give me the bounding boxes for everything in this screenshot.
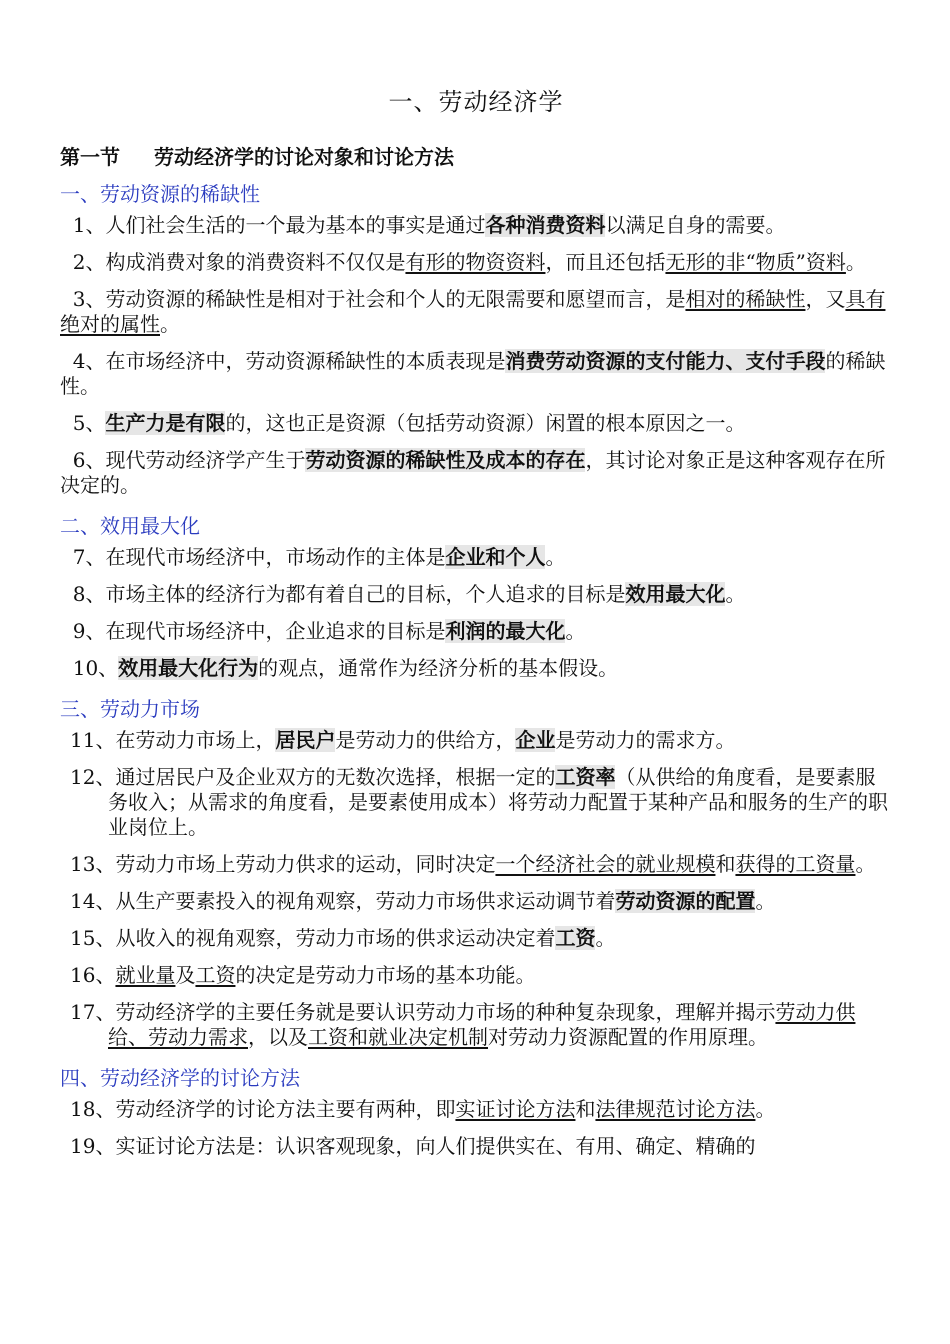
item-text: 16、 xyxy=(70,963,116,987)
item-text: 14、从生产要素投入的视角观察，劳动力市场供求运动调节着 xyxy=(70,889,616,913)
item-text: ，而且还包括 xyxy=(545,250,666,274)
document-title: 一、劳动经济学 xyxy=(388,88,564,116)
section-heading: 一、劳动资源的稀缺性 xyxy=(60,182,260,206)
bold-term: 企业 xyxy=(515,728,556,752)
item-text: 是劳动力的供给方， xyxy=(335,728,516,752)
item-text: 及 xyxy=(175,963,196,987)
item-text: 5、 xyxy=(60,411,106,435)
list-item xyxy=(60,963,892,988)
bold-term: 效用最大化行为 xyxy=(118,656,259,680)
item-text: 7、在现代市场经济中，市场动作的主体是 xyxy=(60,545,446,569)
item-text: ，以及 xyxy=(248,1025,308,1049)
underlined-term: 法律规范讨论方法 xyxy=(595,1097,756,1121)
item-text: 和 xyxy=(715,852,736,876)
bold-term: 工资 xyxy=(555,926,596,950)
item-text: 19、实证讨论方法是：认识客观现象，向人们提供实在、有用、确定、精确的 xyxy=(70,1134,756,1158)
item-text: 6、现代劳动经济学产生于 xyxy=(60,448,306,472)
list-item xyxy=(60,213,892,238)
section-heading: 三、劳动力市场 xyxy=(60,697,200,721)
bold-term: 利润的最大化 xyxy=(445,619,566,643)
section-heading: 二、效用最大化 xyxy=(60,514,200,538)
underlined-term: 获得的工资量 xyxy=(735,852,856,876)
item-text: 。 xyxy=(755,889,776,913)
item-text: 17、劳动经济学的主要任务就是要认识劳动力市场的种种复杂现象，理解并揭示 xyxy=(70,1000,776,1024)
item-text: ，又 xyxy=(805,287,846,311)
bold-term: 效用最大化 xyxy=(625,582,726,606)
item-text: 。 xyxy=(565,619,586,643)
document-body xyxy=(60,178,892,1159)
list-item xyxy=(60,545,892,570)
underlined-term: 相对的稀缺性 xyxy=(685,287,806,311)
underlined-term: 劳动力供给、劳动力需求 xyxy=(108,1000,856,1049)
item-text: 的，这也正是资源（包括劳动资源）闲置的根本原因之一。 xyxy=(225,411,746,435)
list-item xyxy=(60,1000,892,1050)
item-text: 对劳动力资源配置的作用原理。 xyxy=(488,1025,768,1049)
list-item xyxy=(60,582,892,607)
underlined-term: 就业量 xyxy=(115,963,176,987)
item-text: 3、劳动资源的稀缺性是相对于社会和个人的无限需要和愿望而言，是 xyxy=(60,287,686,311)
item-text: 的决定是劳动力市场的基本功能。 xyxy=(235,963,536,987)
item-text: 9、在现代市场经济中，企业追求的目标是 xyxy=(60,619,446,643)
item-text: 15、从收入的视角观察，劳动力市场的供求运动决定着 xyxy=(70,926,556,950)
underlined-term: 有形的物资资料 xyxy=(405,250,546,274)
item-text: 的稀缺性。 xyxy=(60,349,886,398)
underlined-term: 具有绝对的属性 xyxy=(60,287,886,336)
bold-term: 各种消费资料 xyxy=(485,213,606,237)
item-text: 。 xyxy=(160,312,180,336)
item-text: 。 xyxy=(595,926,616,950)
bold-term: 劳动资源的稀缺性及成本的存在 xyxy=(305,448,586,472)
item-text: 。 xyxy=(845,250,866,274)
list-item xyxy=(60,1134,892,1159)
item-text: 是劳动力的需求方。 xyxy=(555,728,736,752)
underlined-term: 实证讨论方法 xyxy=(455,1097,576,1121)
list-item xyxy=(60,619,892,644)
underlined-term: 一个经济社会的就业规模 xyxy=(495,852,716,876)
item-text: 的观点，通常作为经济分析的基本假设。 xyxy=(258,656,619,680)
list-item xyxy=(60,889,892,914)
item-text: 11、在劳动力市场上， xyxy=(70,728,276,752)
item-text: 以满足自身的需要。 xyxy=(605,213,786,237)
item-text: （从供给的角度看，是要素服务收入；从需求的角度看，是要素使用成本）将劳动力配置于某种产品和服务的生产的职业岗位上。 xyxy=(108,765,888,839)
list-item xyxy=(60,765,892,840)
chapter-number: 第一节 xyxy=(60,145,120,169)
item-text: 12、通过居民户及企业双方的无数次选择，根据一定的 xyxy=(70,765,556,789)
list-item xyxy=(60,349,892,399)
bold-term: 劳动资源的配置 xyxy=(615,889,756,913)
list-item xyxy=(60,852,892,877)
item-text: 。 xyxy=(545,545,566,569)
bold-term: 工资率 xyxy=(555,765,616,789)
bold-term: 消费劳动资源的支付能力、支付手段 xyxy=(505,349,826,373)
item-text: 。 xyxy=(855,852,876,876)
list-item xyxy=(60,728,892,753)
bold-term: 生产力是有限 xyxy=(105,411,226,435)
underlined-term: 工资 xyxy=(195,963,236,987)
item-text: 13、劳动力市场上劳动力供求的运动，同时决定 xyxy=(70,852,496,876)
list-item xyxy=(60,287,892,337)
bold-term: 企业和个人 xyxy=(445,545,546,569)
list-item xyxy=(60,1097,892,1122)
list-item xyxy=(60,656,892,681)
bold-term: 居民户 xyxy=(275,728,336,752)
item-text: 18、劳动经济学的讨论方法主要有两种，即 xyxy=(70,1097,456,1121)
item-text: 2、构成消费对象的消费资料不仅仅是 xyxy=(60,250,406,274)
item-text: 和 xyxy=(575,1097,596,1121)
list-item xyxy=(60,411,892,436)
document-page xyxy=(60,82,892,1171)
list-item xyxy=(60,448,892,498)
item-text: 8、市场主体的经济行为都有着自己的目标，个人追求的目标是 xyxy=(60,582,626,606)
item-text: 。 xyxy=(755,1097,776,1121)
item-text: ，其讨论对象正是这种客观存在所决定的。 xyxy=(60,448,886,497)
section-heading: 四、劳动经济学的讨论方法 xyxy=(60,1066,300,1090)
chapter-heading xyxy=(60,141,892,170)
list-item xyxy=(60,926,892,951)
item-text: 。 xyxy=(725,582,746,606)
underlined-term: 工资和就业决定机制 xyxy=(308,1025,488,1049)
list-item xyxy=(60,250,892,275)
item-text: 4、在市场经济中，劳动资源稀缺性的本质表现是 xyxy=(60,349,506,373)
underlined-term: 无形的非“物质”资料 xyxy=(665,250,846,274)
item-text: 10、 xyxy=(60,656,119,680)
chapter-name: 劳动经济学的讨论对象和讨论方法 xyxy=(154,145,454,169)
item-text: 1、人们社会生活的一个最为基本的事实是通过 xyxy=(60,213,486,237)
